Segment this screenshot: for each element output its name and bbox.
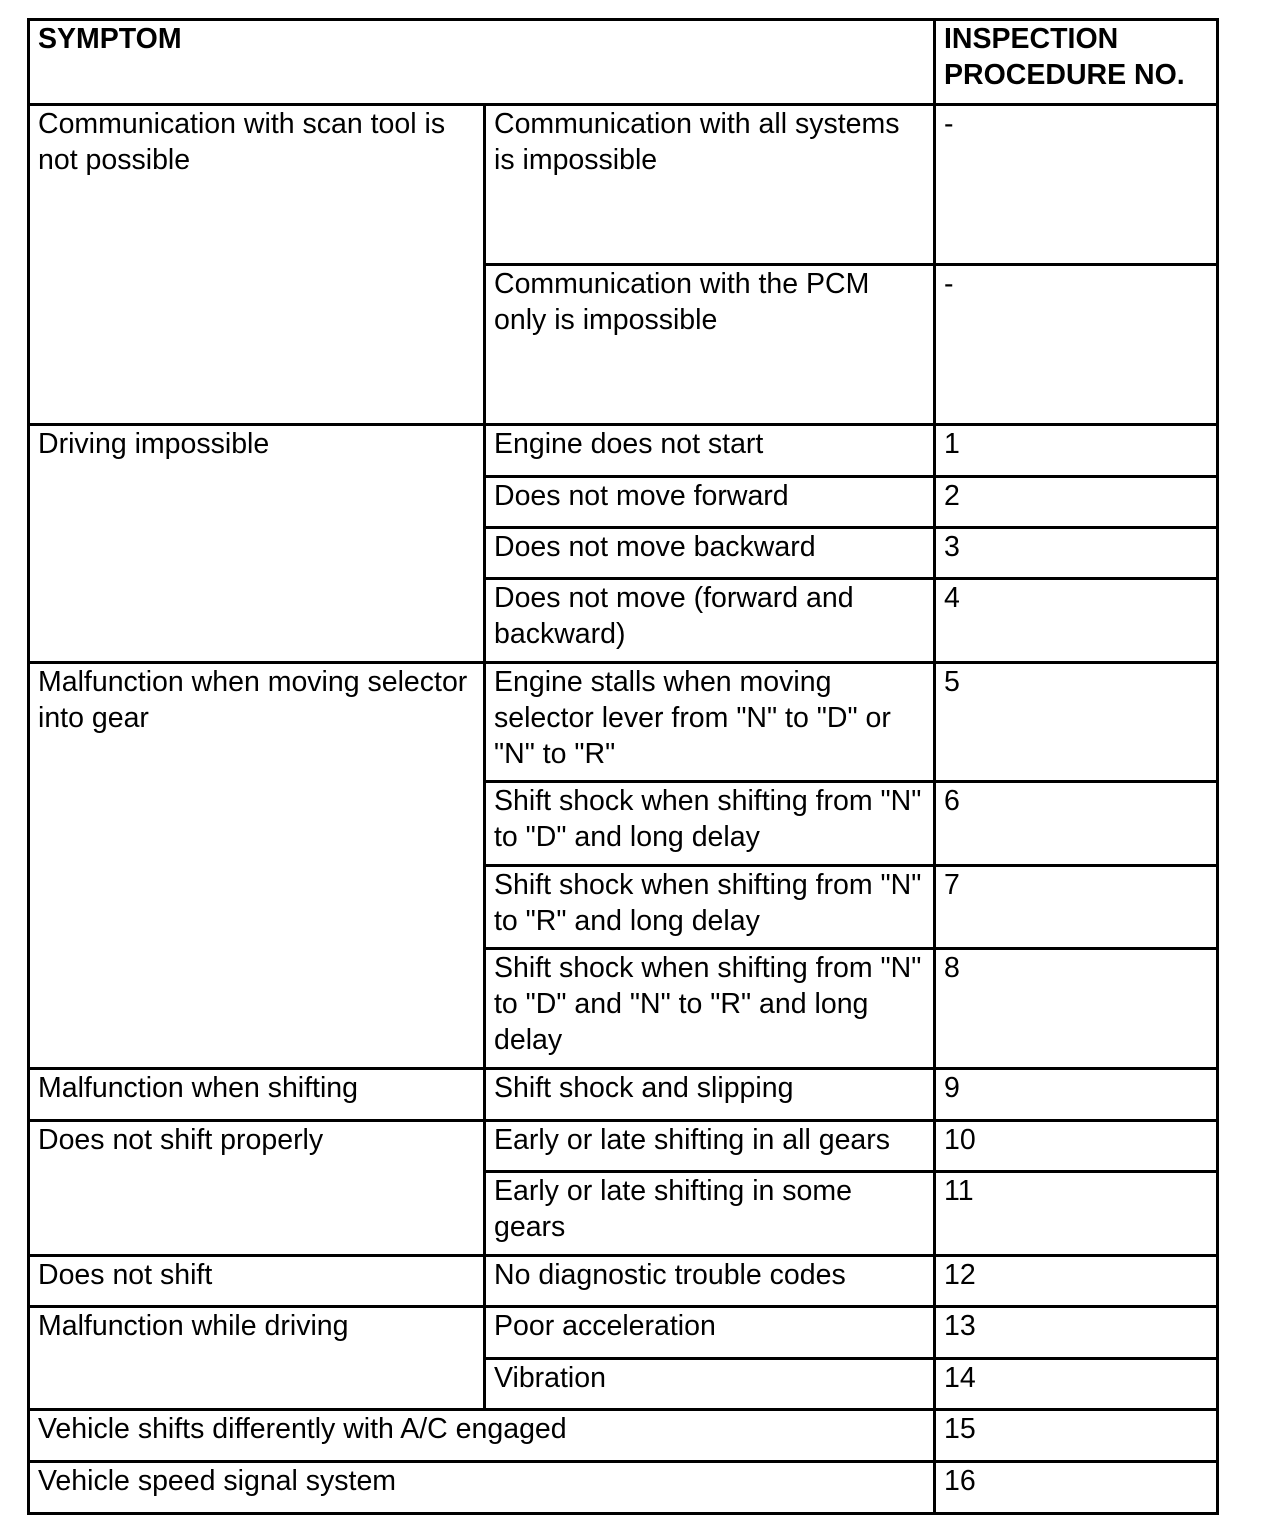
procedure-number: 6 <box>935 782 1218 866</box>
procedure-number: 15 <box>935 1410 1218 1462</box>
procedure-number: 5 <box>935 663 1218 782</box>
inspection-header <box>935 20 1218 105</box>
table-row <box>29 1307 1218 1359</box>
procedure-number: 2 <box>935 477 1218 528</box>
table-row <box>29 663 1218 782</box>
symptom-table <box>27 18 1219 1515</box>
detail-cell: Communication with all systems is impossible <box>485 105 935 265</box>
symptom-header: SYMPTOM <box>29 20 935 105</box>
procedure-number: 7 <box>935 866 1218 949</box>
inspection-header-line1: INSPECTION <box>944 23 1119 55</box>
detail-cell: No diagnostic trouble codes <box>485 1256 935 1307</box>
procedure-number: 4 <box>935 579 1218 663</box>
table-row <box>29 1069 1218 1121</box>
detail-cell: Does not move (forward and backward) <box>485 579 935 663</box>
detail-cell: Shift shock when shifting from "N" to "R" and long delay <box>485 866 935 949</box>
detail-cell: Shift shock when shifting from "N" to "D" and long delay <box>485 782 935 866</box>
symptom-cell: Vehicle speed signal system <box>29 1462 935 1514</box>
table-row <box>29 1256 1218 1307</box>
procedure-number: 3 <box>935 528 1218 579</box>
procedure-number: 9 <box>935 1069 1218 1121</box>
header-row <box>29 20 1218 105</box>
table-row <box>29 1410 1218 1462</box>
table-row <box>29 425 1218 477</box>
detail-cell: Engine stalls when moving selector lever from "N" to "D" or "N" to "R" <box>485 663 935 782</box>
procedure-number: 14 <box>935 1359 1218 1410</box>
symptom-cell: Does not shift <box>29 1256 485 1307</box>
detail-cell: Early or late shifting in some gears <box>485 1172 935 1256</box>
detail-cell: Does not move backward <box>485 528 935 579</box>
symptom-cell: Does not shift properly <box>29 1121 485 1256</box>
procedure-number: 8 <box>935 949 1218 1069</box>
inspection-header-line2: PROCEDURE NO. <box>944 59 1185 91</box>
detail-cell: Shift shock when shifting from "N" to "D" and "N" to "R" and long delay <box>485 949 935 1069</box>
detail-cell: Communication with the PCM only is impossible <box>485 265 935 425</box>
detail-cell: Early or late shifting in all gears <box>485 1121 935 1172</box>
symptom-cell: Malfunction while driving <box>29 1307 485 1410</box>
detail-cell: Vibration <box>485 1359 935 1410</box>
symptom-cell: Driving impossible <box>29 425 485 663</box>
detail-cell: Engine does not start <box>485 425 935 477</box>
detail-cell: Poor acceleration <box>485 1307 935 1359</box>
procedure-number: 13 <box>935 1307 1218 1359</box>
detail-cell: Does not move forward <box>485 477 935 528</box>
symptom-cell: Malfunction when shifting <box>29 1069 485 1121</box>
table-row <box>29 1121 1218 1172</box>
procedure-number: 16 <box>935 1462 1218 1514</box>
table-row <box>29 105 1218 265</box>
procedure-number: 10 <box>935 1121 1218 1172</box>
symptom-cell: Malfunction when moving selector into gear <box>29 663 485 1069</box>
procedure-number: - <box>935 105 1218 265</box>
table-row <box>29 1462 1218 1514</box>
procedure-number: 11 <box>935 1172 1218 1256</box>
procedure-number: - <box>935 265 1218 425</box>
procedure-number: 12 <box>935 1256 1218 1307</box>
symptom-cell: Vehicle shifts differently with A/C engaged <box>29 1410 935 1462</box>
symptom-cell: Communication with scan tool is not possible <box>29 105 485 425</box>
procedure-number: 1 <box>935 425 1218 477</box>
detail-cell: Shift shock and slipping <box>485 1069 935 1121</box>
